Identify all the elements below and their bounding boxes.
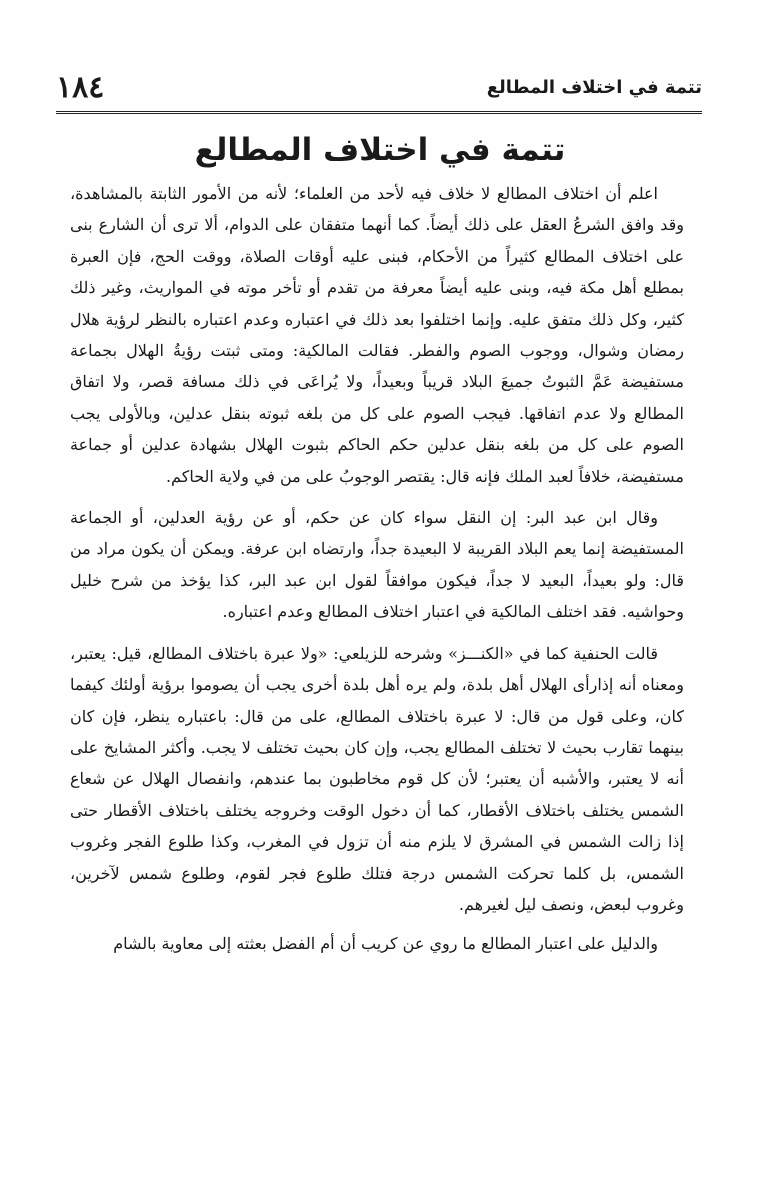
running-header: [56, 62, 702, 112]
paragraph-2: وقال ابن عبد البر: إن النقل سواء كان عن حكم، أو عن رؤية العدلين، أو الجماعة المستفيضة إنما يعم البلاد القريبة لا البعيدة جداً، وارتضاه ابن عرفة. ويمكن أن يكون مراد من قال: ولو بعيداً، البعيد لا جداً، فيكون موافقاً لقول ابن عبد البر، كذا يؤخذ من شرح خليل وحواشيه. فقد اختلف المالكية في اعتبار اختلاف المطالع وعدم اعتباره.: [70, 508, 684, 622]
page-number: ١٨٤: [56, 69, 105, 105]
chapter-title: تتمة في اختلاف المطالع: [194, 132, 566, 168]
paragraph-4: والدليل على اعتبار المطالع ما روي عن كريب أن أم الفضل بعثته إلى معاوية بالشام: [113, 934, 658, 954]
body-text: [70, 178, 684, 960]
paragraph-3: قالت الحنفية كما في «الكنـــز» وشرحه للزيلعي: «ولا عبرة باختلاف المطالع، قيل: يعتبر، ومعناه أنه إذارأى الهلال أهل بلدة، ولم يره أهل بلدة أخرى يجب أن يصوموا برؤية أولئك كيفما كان، وعلى قول من قال: لا عبرة باختلاف المطالع، على من قال: باعتباره ينظر، فإن كان بينهما تقارب بحيث لا تختلف المطالع يجب، وإن كان بحيث تختلف لا يجب. وأكثر المشايخ على أنه لا يعتبر، والأشبه أن يعتبر؛ لأن كل قوم مخاطبون بما عندهم، وانفصال الهلال عن شعاع الشمس يختلف باختلاف الأقطار، كما أن دخول الوقت وخروجه يختلف باختلاف الأقطار حتى إذا زالت الشمس في المشرق لا يلزم منه أن تزول في المغرب، وكذا طلوع الفجر وغروب الشمس، بل كلما تحركت الشمس درجة فتلك طلوع فجر لقوم، وطلوع شمس لآخرين، وغروب لبعض، ونصف ليل لغيرهم.: [70, 643, 685, 914]
header-divider: [56, 111, 702, 114]
running-title: تتمة في اختلاف المطالع: [486, 76, 702, 98]
paragraph-1: اعلم أن اختلاف المطالع لا خلاف فيه لأحد من العلماء؛ لأنه من الأمور الثابتة بالمشاهدة، وقد وافق الشرعُ العقل على ذلك أيضاً. كما أنهما متفقان على الدوام، ألا ترى أن الشارع بنى على اختلاف المطالع كثيراً من الأحكام، فبنى عليه أوقات الصلاة، ووقت الحج، فإن العبرة بمطلع أهل مكة فيه، وبنى عليه أيضاً معرفة من تقدم أو تأخر موته في المواريث، وغير ذلك كثير، وكل ذلك متفق عليه. وإنما اختلفوا بعد ذلك في اعتباره وعدم اعتباره بالنظر لرؤية هلال رمضان وشوال، ووجوب الصوم والفطر. فقالت المالكية: ومتى ثبتت رؤيةُ الهلال بجماعة مستفيضة عَمَّ الثبوتُ جميعَ البلاد قريباً وبعيداً، ولا يُراعَى في ذلك مسافة قصر، ولا اتفاق المطالع ولا عدم اتفاقها. فيجب الصوم على كل من بلغه ثبوته بنقل عدلين، وبالأولى يجب الصوم على كل من بلغه بنقل عدلين حكم الحاكم بثبوت الهلال بشهادة عدلين أو جماعة مستفيضة، خلافاً لعبد الملك فإنه قال: يقتصر الوجوبُ على من في ولاية الحاكم.: [70, 184, 685, 486]
